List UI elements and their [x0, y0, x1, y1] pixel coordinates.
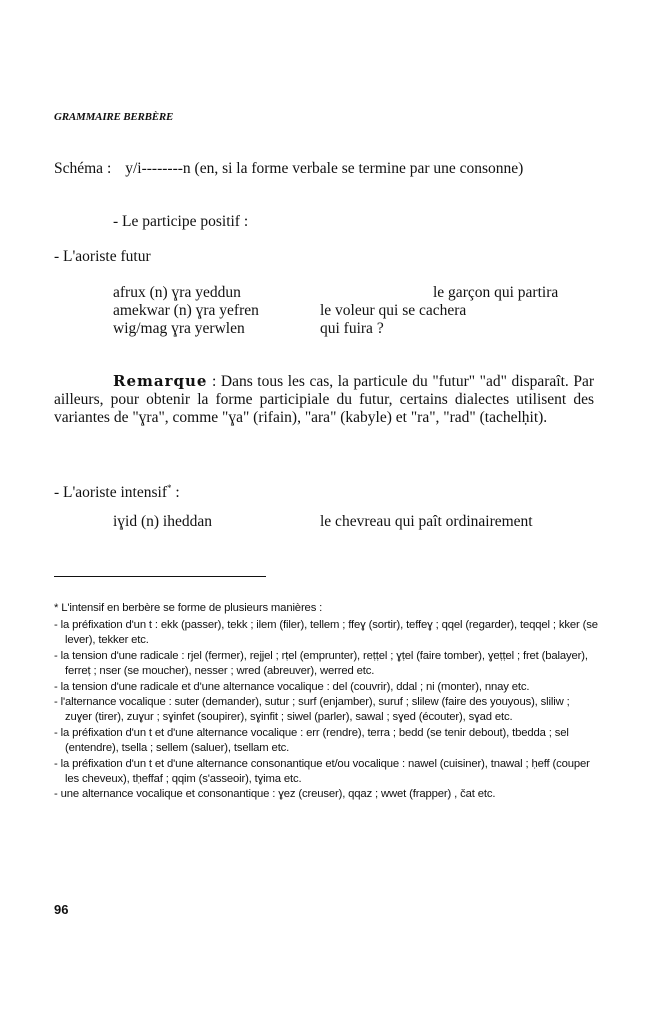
footnote-item: - la préfixation d'un t et d'une alternance consonantique et/ou vocalique : nawel (cuisiner), tnawal ; ḥeff (couper les cheveux), tḥeffaf ; qqim (s'asseoir), tɣima etc. — [54, 757, 590, 786]
example-row — [113, 284, 559, 302]
example-row — [113, 320, 384, 338]
footnote-item: - la tension d'une radicale et d'une alternance vocalique : del (couvrir), ddal ; ni (monter), nnay etc. — [54, 680, 530, 693]
footnote-rule — [54, 576, 266, 577]
intensive-colon: : — [171, 484, 180, 502]
berber-phrase: iɣid (n) iheddan — [113, 513, 213, 530]
remarque-text: : Dans tous les cas, la particule du "futur" "ad" disparaît. Par ailleurs, pour obtenir la forme participiale du futur, certains dialectes utilisent des variantes de "ɣra", comme "ɣa" (rifain), "ara" (kabyle) et "ra", "rad" (tachelḥit). — [54, 373, 594, 426]
french-translation: qui fuira ? — [320, 320, 384, 337]
schema-line — [54, 160, 523, 178]
french-translation: le garçon qui partira — [433, 284, 559, 301]
footnote-item: - la préfixation d'un t et d'une alternance vocalique : err (rendre), terra ; bedd (se tenir debout), tbedda ; sel (entendre), tsella ; sellem (saluer), tsellam etc. — [54, 726, 569, 755]
intensive-example — [113, 513, 533, 531]
berber-phrase: amekwar (n) ɣra yefren — [113, 302, 259, 319]
page-number: 96 — [54, 902, 69, 917]
footnote-intro: * L'intensif en berbère se forme de plusieurs manières : — [54, 602, 323, 614]
berber-phrase: afrux (n) ɣra yeddun — [113, 284, 241, 301]
remarque-keyword: Remarque — [113, 372, 208, 390]
intensive-heading — [54, 479, 180, 502]
schema-pattern: y/i--------n (en, si la forme verbale se termine par une consonne) — [125, 160, 524, 177]
berber-phrase: wig/mag ɣra yerwlen — [113, 320, 245, 337]
future-examples — [113, 284, 559, 338]
remarque-paragraph — [54, 372, 594, 427]
footnote-item: - une alternance vocalique et consonantique : ɣez (creuser), qqaz ; wwet (frapper) , čat etc. — [54, 788, 496, 801]
intensive-heading-text: - L'aoriste intensif — [54, 484, 167, 502]
footnote-item: - la préfixation d'un t : ekk (passer), tekk ; ilem (filer), tellem ; ffeɣ (sortir), teffeɣ ; qqel (regarder), teqqel ; kker (se lever), tekker etc. — [54, 619, 598, 647]
footnote-item: - l'alternance vocalique : suter (demander), sutur ; surf (enjamber), suruf ; slilew (faire des youyous), sliliw ; zuɣer (tirer), zuɣur ; sɣinfet (soupirer), sɣinfit ; siwel (parler), sawal ; sɣed (écouter), sɣad etc. — [54, 696, 570, 724]
footnote-item: - la tension d'une radicale : rjel (fermer), rejjel ; rṭel (emprunter), reṭṭel ; ɣṭel (faire tomber), ɣeṭṭel ; fret (balayer), ferreṭ ; nser (se moucher), nesser ; wred (abreuver), werred etc. — [54, 649, 588, 678]
french-translation: le chevreau qui paît ordinairement — [320, 513, 533, 530]
footnote-list — [54, 618, 599, 803]
running-header: GRAMMAIRE BERBÈRE — [54, 111, 174, 123]
french-translation: le voleur qui se cachera — [320, 302, 467, 319]
future-heading: - L'aoriste futur — [54, 248, 151, 265]
example-row — [113, 302, 467, 320]
participle-heading: - Le participe positif : — [113, 213, 249, 230]
schema-label: Schéma : — [54, 160, 112, 177]
footnote-marker: * — [166, 483, 172, 493]
